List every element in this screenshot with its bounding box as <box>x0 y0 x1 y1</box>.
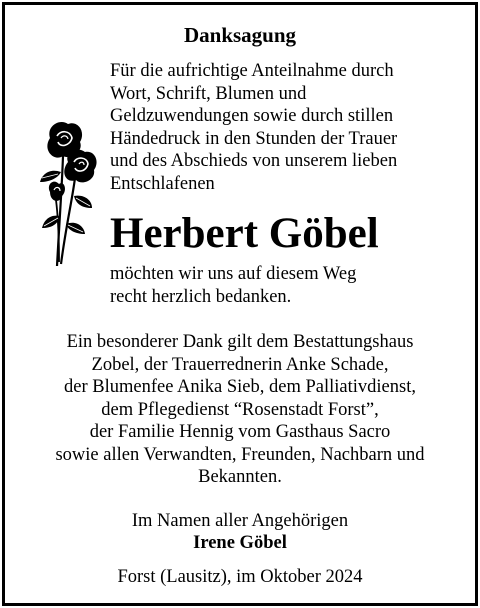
intro-line: Wort, Schrift, Blumen und <box>110 83 307 104</box>
deceased-name: Herbert Göbel <box>110 210 379 257</box>
intro-line: Für die aufrichtige Anteilnahme durch <box>110 61 394 81</box>
place-date: Forst (Lausitz), im Oktober 2024 <box>117 567 363 587</box>
special-thanks-line: der Familie Hennig vom Gasthaus Sacro <box>89 422 391 442</box>
special-thanks-line: Ein besonderer Dank gilt dem Bestattungshaus <box>66 332 414 352</box>
on-behalf-text: Im Namen aller Angehörigen <box>131 511 349 531</box>
special-thanks-line: Zobel, der Trauerrednerin Anke Schade, <box>91 354 389 375</box>
intro-line: Händedruck in den Stunden der Trauer <box>110 128 398 149</box>
thanks-text <box>110 263 470 308</box>
special-thanks-line: dem Pflegedienst “Rosenstadt Forst”, <box>101 399 379 420</box>
special-thanks-line: sowie allen Verwandten, Freunden, Nachbarn und <box>55 444 425 465</box>
intro-line: und des Abschieds von unserem lieben <box>110 151 398 171</box>
special-thanks-line: Bekannten. <box>198 467 282 487</box>
notice-title: Danksagung <box>183 23 297 47</box>
special-thanks-line: der Blumenfee Anika Sieb, dem Palliativdienst, <box>64 377 416 397</box>
special-thanks-text <box>0 331 480 489</box>
intro-text <box>110 60 470 195</box>
signer-name: Irene Göbel <box>193 533 287 553</box>
rose-icon <box>30 116 100 266</box>
thanks-line: möchten wir uns auf diesem Weg <box>110 264 357 284</box>
thanks-line: recht herzlich bedanken. <box>110 286 292 307</box>
intro-line: Geldzuwendungen sowie durch stillen <box>110 106 394 126</box>
intro-line: Entschlafenen <box>110 173 215 194</box>
